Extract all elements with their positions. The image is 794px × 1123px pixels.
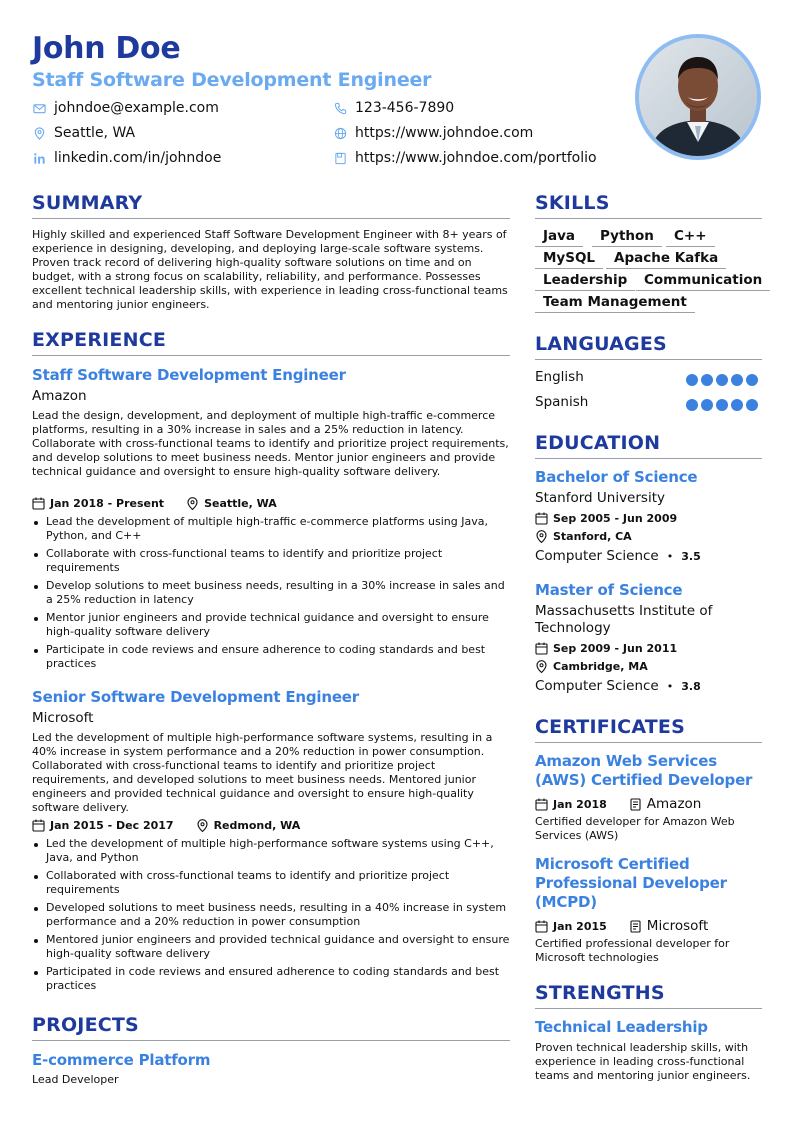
candidate-name: John Doe (32, 31, 181, 66)
location-pin-icon (196, 819, 209, 832)
strength-description: Proven technical leadership skills, with experience in leading cross-functional teams and mentoring junior engineers. (535, 1041, 751, 1082)
job-title: Staff Software Development Engineer (32, 366, 346, 384)
job-company: Amazon (32, 388, 87, 404)
language-name: Spanish (535, 394, 589, 410)
skill-tag: Leadership (535, 272, 635, 291)
portrait-image (639, 38, 757, 156)
skills-divider (535, 218, 762, 219)
experience-divider (32, 355, 510, 356)
list-item: Collaborated with cross-functional teams to identify and prioritize project requirements (32, 869, 510, 897)
location-pin-icon (535, 660, 548, 673)
certificate-title: Microsoft Certified Professional Developer (MCPD) (535, 855, 727, 911)
contact-portfolio-text: https://www.johndoe.com/portfolio (355, 150, 597, 166)
language-level-dots (683, 399, 758, 411)
education-location-row (535, 530, 632, 543)
contact-location-text: Seattle, WA (54, 125, 136, 141)
contact-phone-text: 123-456-7890 (355, 100, 455, 116)
experience-heading: EXPERIENCE (32, 329, 167, 351)
level-dot (701, 374, 713, 386)
job-description: Led the development of multiple high-performance software systems, resulting in a 40% increase in system performance and a 20% reduction in power consumption. Collaborated with cross-functional teams to identify and prioritize project requirements, and developed solutions to meet business needs. Mentored junior engineers and provided technical guidance and oversight to ensure high-quality software delivery. (32, 731, 493, 814)
level-dot (746, 399, 758, 411)
project-role: Lead Developer (32, 1073, 119, 1086)
job-meta (32, 819, 300, 832)
list-item: Collaborate with cross-functional teams to identify and prioritize project requirements (32, 547, 510, 575)
education-dates: Sep 2005 - Jun 2009 (553, 512, 678, 525)
institution-name: Stanford University (535, 490, 665, 506)
certificates-heading: CERTIFICATES (535, 716, 685, 738)
skill-tag: Python (592, 228, 662, 247)
list-item: Developed solutions to meet business needs, resulting in a 40% increase in system performance and a 20% reduction in power consumption (32, 901, 510, 929)
contact-portfolio[interactable] (333, 150, 597, 166)
level-dot (716, 374, 728, 386)
contact-linkedin-text: linkedin.com/in/johndoe (54, 150, 222, 166)
education-location: Stanford, CA (553, 530, 632, 543)
education-location: Cambridge, MA (553, 660, 648, 673)
skill-tag: Team Management (535, 294, 695, 313)
calendar-icon (32, 497, 45, 510)
level-dot (716, 399, 728, 411)
contact-linkedin[interactable] (32, 150, 221, 166)
separator-dot: • (666, 679, 674, 693)
gpa-value: 3.8 (681, 679, 701, 693)
contact-website-text: https://www.johndoe.com (355, 125, 534, 141)
degree-title: Bachelor of Science (535, 468, 698, 486)
certificate-issuer: Microsoft (646, 918, 709, 934)
field-of-study: Computer Science (535, 548, 659, 564)
strength-title: Technical Leadership (535, 1018, 708, 1036)
level-dot (731, 399, 743, 411)
gpa-value: 3.5 (681, 549, 701, 563)
language-level-dots (683, 374, 758, 386)
level-dot (686, 399, 698, 411)
separator-dot: • (666, 549, 674, 563)
contact-email-text: johndoe@example.com (54, 100, 219, 116)
skills-heading: SKILLS (535, 192, 610, 214)
envelope-icon (32, 101, 46, 115)
certificate-meta (535, 796, 701, 812)
list-item: Mentor junior engineers and provide technical guidance and oversight to ensure high-quality software delivery (32, 611, 510, 639)
certificates-divider (535, 742, 762, 743)
institution-name: Massachusetts Institute of Technology (535, 603, 713, 636)
education-field-row (535, 548, 701, 564)
list-item: Participate in code reviews and ensure adherence to coding standards and best practices (32, 643, 510, 671)
contact-location (32, 125, 135, 141)
education-field-row (535, 678, 701, 694)
certificate-issuer-icon (629, 920, 642, 933)
certificate-date: Jan 2018 (553, 797, 607, 811)
field-of-study: Computer Science (535, 678, 659, 694)
list-item: Develop solutions to meet business needs, resulting in a 30% increase in sales and a 25% reduction in latency (32, 579, 510, 607)
level-dot (701, 399, 713, 411)
education-dates: Sep 2009 - Jun 2011 (553, 642, 678, 655)
certificate-issuer-icon (629, 798, 642, 811)
strengths-heading: STRENGTHS (535, 982, 665, 1004)
calendar-icon (535, 512, 548, 525)
skill-tag: Communication (636, 272, 770, 291)
location-pin-icon (535, 530, 548, 543)
level-dot (746, 374, 758, 386)
education-dates-row (535, 512, 677, 525)
job-dates: Jan 2015 - Dec 2017 (50, 819, 174, 832)
level-dot (686, 374, 698, 386)
profile-photo (635, 34, 761, 160)
job-company: Microsoft (32, 710, 94, 726)
certificate-issuer: Amazon (646, 796, 702, 812)
job-description: Lead the design, development, and deployment of multiple high-traffic e-commerce platforms, resulting in a 30% increase in sales and a 25% reduction in latency. Collaborate with cross-functional teams to identify and prioritize project requirements, and develop solutions to meet business needs. Mentor junior engineers and provide technical guidance and oversight to ensure high-quality software delivery. (32, 409, 509, 478)
contact-email[interactable] (32, 100, 219, 116)
calendar-icon (535, 642, 548, 655)
contact-phone[interactable] (333, 100, 454, 116)
portfolio-icon (333, 151, 347, 165)
certificate-meta (535, 918, 708, 934)
location-pin-icon (32, 126, 46, 140)
linkedin-icon (32, 151, 46, 165)
education-location-row (535, 660, 648, 673)
list-item: Participated in code reviews and ensured adherence to coding standards and best practices (32, 965, 510, 993)
certificate-description: Certified professional developer for Microsoft technologies (535, 937, 730, 964)
skill-tag: MySQL (535, 250, 603, 269)
degree-title: Master of Science (535, 581, 683, 599)
summary-text: Highly skilled and experienced Staff Software Development Engineer with 8+ years of experience in designing, developing, and deploying large-scale software systems. Proven track record of delivering high-quality software solutions on time and on budget, with a strong focus on scalability, reliability, and performance. Possesses excellent technical leadership skills, with experience in leading cross-functional teams and mentoring junior engineers. (32, 228, 508, 311)
education-heading: EDUCATION (535, 432, 661, 454)
certificate-date: Jan 2015 (553, 919, 607, 933)
location-pin-icon (186, 497, 199, 510)
languages-heading: LANGUAGES (535, 333, 667, 355)
strengths-divider (535, 1008, 762, 1009)
level-dot (731, 374, 743, 386)
projects-divider (32, 1040, 510, 1041)
skill-tag: Apache Kafka (606, 250, 726, 269)
project-title: E-commerce Platform (32, 1051, 211, 1069)
skill-tag: Java (535, 228, 583, 247)
job-location: Seattle, WA (204, 497, 277, 510)
job-title: Senior Software Development Engineer (32, 688, 359, 706)
job-location: Redmond, WA (213, 819, 301, 832)
summary-divider (32, 218, 510, 219)
calendar-icon (535, 920, 548, 933)
job-bullets (32, 837, 510, 997)
calendar-icon (32, 819, 45, 832)
job-meta (32, 497, 277, 510)
projects-heading: PROJECTS (32, 1014, 139, 1036)
summary-heading: SUMMARY (32, 192, 143, 214)
language-name: English (535, 369, 584, 385)
job-dates: Jan 2018 - Present (50, 497, 165, 510)
languages-divider (535, 359, 762, 360)
certificate-title: Amazon Web Services (AWS) Certified Developer (535, 752, 753, 789)
list-item: Mentored junior engineers and provided technical guidance and oversight to ensure high-quality software delivery (32, 933, 510, 961)
education-dates-row (535, 642, 677, 655)
list-item: Led the development of multiple high-performance software systems using C++, Java, and Python (32, 837, 510, 865)
candidate-title: Staff Software Development Engineer (32, 69, 432, 91)
skill-tag: C++ (666, 228, 715, 247)
contact-website[interactable] (333, 125, 533, 141)
job-bullets (32, 515, 510, 675)
phone-icon (333, 101, 347, 115)
globe-icon (333, 126, 347, 140)
calendar-icon (535, 798, 548, 811)
list-item: Lead the development of multiple high-traffic e-commerce platforms using Java, Python, and C++ (32, 515, 510, 543)
education-divider (535, 458, 762, 459)
certificate-description: Certified developer for Amazon Web Services (AWS) (535, 815, 735, 842)
